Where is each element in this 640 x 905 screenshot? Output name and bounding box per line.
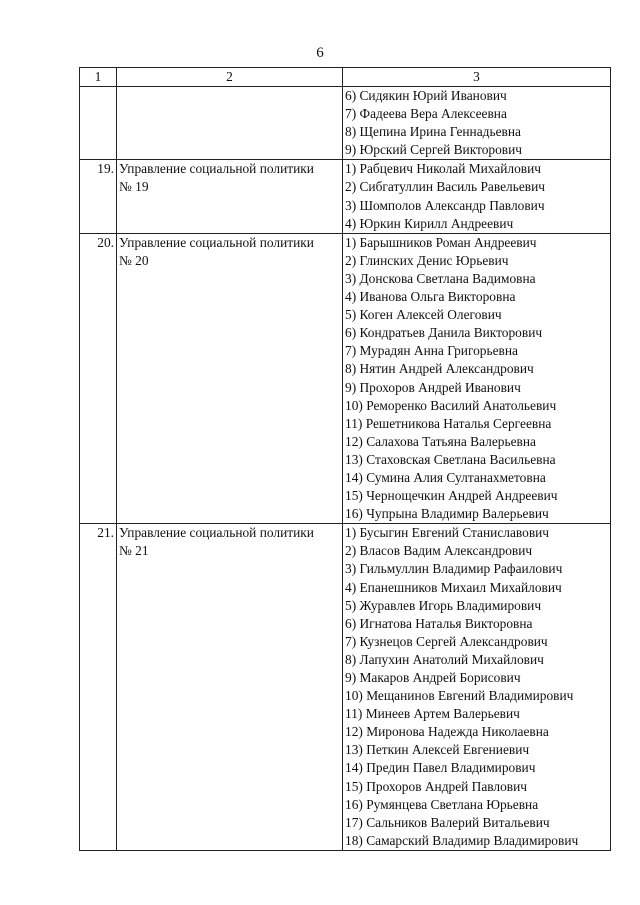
member-name: 5) Коген Алексей Олегович bbox=[345, 307, 502, 323]
row-number bbox=[80, 87, 117, 160]
member-name: 11) Решетникова Наталья Сергеевна bbox=[345, 415, 552, 431]
row-number: 21. bbox=[80, 524, 117, 851]
members-cell bbox=[343, 87, 611, 160]
page-number: 6 bbox=[316, 45, 324, 61]
member-name: 8) Щепина Ирина Геннадьевна bbox=[345, 124, 521, 140]
member-name: 6) Кондратьев Данила Викторович bbox=[345, 325, 543, 341]
header-col-department: 2 bbox=[117, 68, 343, 87]
table-row bbox=[80, 87, 611, 160]
member-name: 6) Сидякин Юрий Иванович bbox=[345, 88, 507, 103]
table-header-row bbox=[80, 68, 611, 87]
department-cell bbox=[117, 233, 343, 524]
row-number: 19. bbox=[80, 160, 117, 233]
member-name: 7) Кузнецов Сергей Александрович bbox=[345, 633, 548, 649]
department-name-line: № 19 bbox=[119, 179, 149, 195]
member-name: 1) Барышников Роман Андреевич bbox=[345, 234, 537, 250]
member-name: 10) Мещанинов Евгений Владимирович bbox=[345, 688, 574, 704]
member-name: 18) Самарский Владимир Владимирович bbox=[345, 832, 579, 848]
header-col-number: 1 bbox=[80, 68, 117, 87]
member-name: 10) Реморенко Василий Анатольевич bbox=[345, 397, 557, 413]
department-name-line: № 21 bbox=[119, 543, 149, 559]
personnel-table bbox=[79, 67, 611, 851]
member-name: 12) Миронова Надежда Николаевна bbox=[345, 724, 549, 740]
department-name-line: № 20 bbox=[119, 252, 149, 268]
member-name: 4) Юркин Кирилл Андреевич bbox=[345, 215, 514, 231]
member-name: 1) Бусыгин Евгений Станиславович bbox=[345, 525, 550, 541]
member-name: 3) Донскова Светлана Вадимовна bbox=[345, 270, 536, 286]
department-cell bbox=[117, 87, 343, 160]
member-name: 8) Лапухин Анатолий Михайлович bbox=[345, 651, 544, 667]
department-name-line: Управление социальной политики bbox=[119, 161, 314, 177]
member-name: 9) Прохоров Андрей Иванович bbox=[345, 379, 521, 395]
member-name: 13) Стаховская Светлана Васильевна bbox=[345, 451, 556, 467]
department-cell bbox=[117, 524, 343, 851]
member-name: 14) Предин Павел Владимирович bbox=[345, 760, 536, 776]
department-name-line: Управление социальной политики bbox=[119, 234, 314, 250]
member-name: 13) Петкин Алексей Евгениевич bbox=[345, 742, 530, 758]
member-name: 11) Минеев Артем Валерьевич bbox=[345, 706, 520, 722]
members-cell bbox=[343, 233, 611, 524]
member-name: 6) Игнатова Наталья Викторовна bbox=[345, 615, 533, 631]
member-name: 1) Рабцевич Николай Михайлович bbox=[345, 161, 542, 177]
member-name: 3) Гильмуллин Владимир Рафаилович bbox=[345, 561, 563, 577]
department-name-line: Управление социальной политики bbox=[119, 525, 314, 541]
header-col-members: 3 bbox=[343, 68, 611, 87]
member-name: 14) Сумина Алия Султанахметовна bbox=[345, 469, 546, 485]
row-number: 20. bbox=[80, 233, 117, 524]
department-cell bbox=[117, 160, 343, 233]
member-name: 4) Иванова Ольга Викторовна bbox=[345, 289, 516, 305]
member-name: 8) Нятин Андрей Александрович bbox=[345, 361, 534, 377]
member-name: 15) Чернощечкин Андрей Андреевич bbox=[345, 488, 558, 504]
member-name: 3) Шомполов Александр Павлович bbox=[345, 197, 545, 213]
table-row bbox=[80, 233, 611, 524]
member-name: 12) Салахова Татьяна Валерьевна bbox=[345, 433, 536, 449]
member-name: 9) Юрский Сергей Викторович bbox=[345, 142, 523, 158]
member-name: 16) Румянцева Светлана Юрьевна bbox=[345, 796, 539, 812]
member-name: 4) Епанешников Михаил Михайлович bbox=[345, 579, 562, 595]
member-name: 16) Чупрына Владимир Валерьевич bbox=[345, 506, 549, 522]
member-name: 17) Сальников Валерий Витальевич bbox=[345, 814, 550, 830]
member-name: 7) Мурадян Анна Григорьевна bbox=[345, 343, 518, 359]
member-name: 2) Глинских Денис Юрьевич bbox=[345, 252, 509, 268]
member-name: 5) Журавлев Игорь Владимирович bbox=[345, 597, 542, 613]
member-name: 2) Сибгатуллин Василь Равельевич bbox=[345, 179, 545, 195]
members-cell bbox=[343, 524, 611, 851]
member-name: 15) Прохоров Андрей Павлович bbox=[345, 778, 528, 794]
members-cell bbox=[343, 160, 611, 233]
member-name: 9) Макаров Андрей Борисович bbox=[345, 670, 521, 685]
table-row bbox=[80, 160, 611, 233]
table-row bbox=[80, 524, 611, 851]
table-body bbox=[80, 68, 611, 851]
member-name: 2) Власов Вадим Александрович bbox=[345, 543, 533, 559]
member-name: 7) Фадеева Вера Алексеевна bbox=[345, 106, 507, 122]
